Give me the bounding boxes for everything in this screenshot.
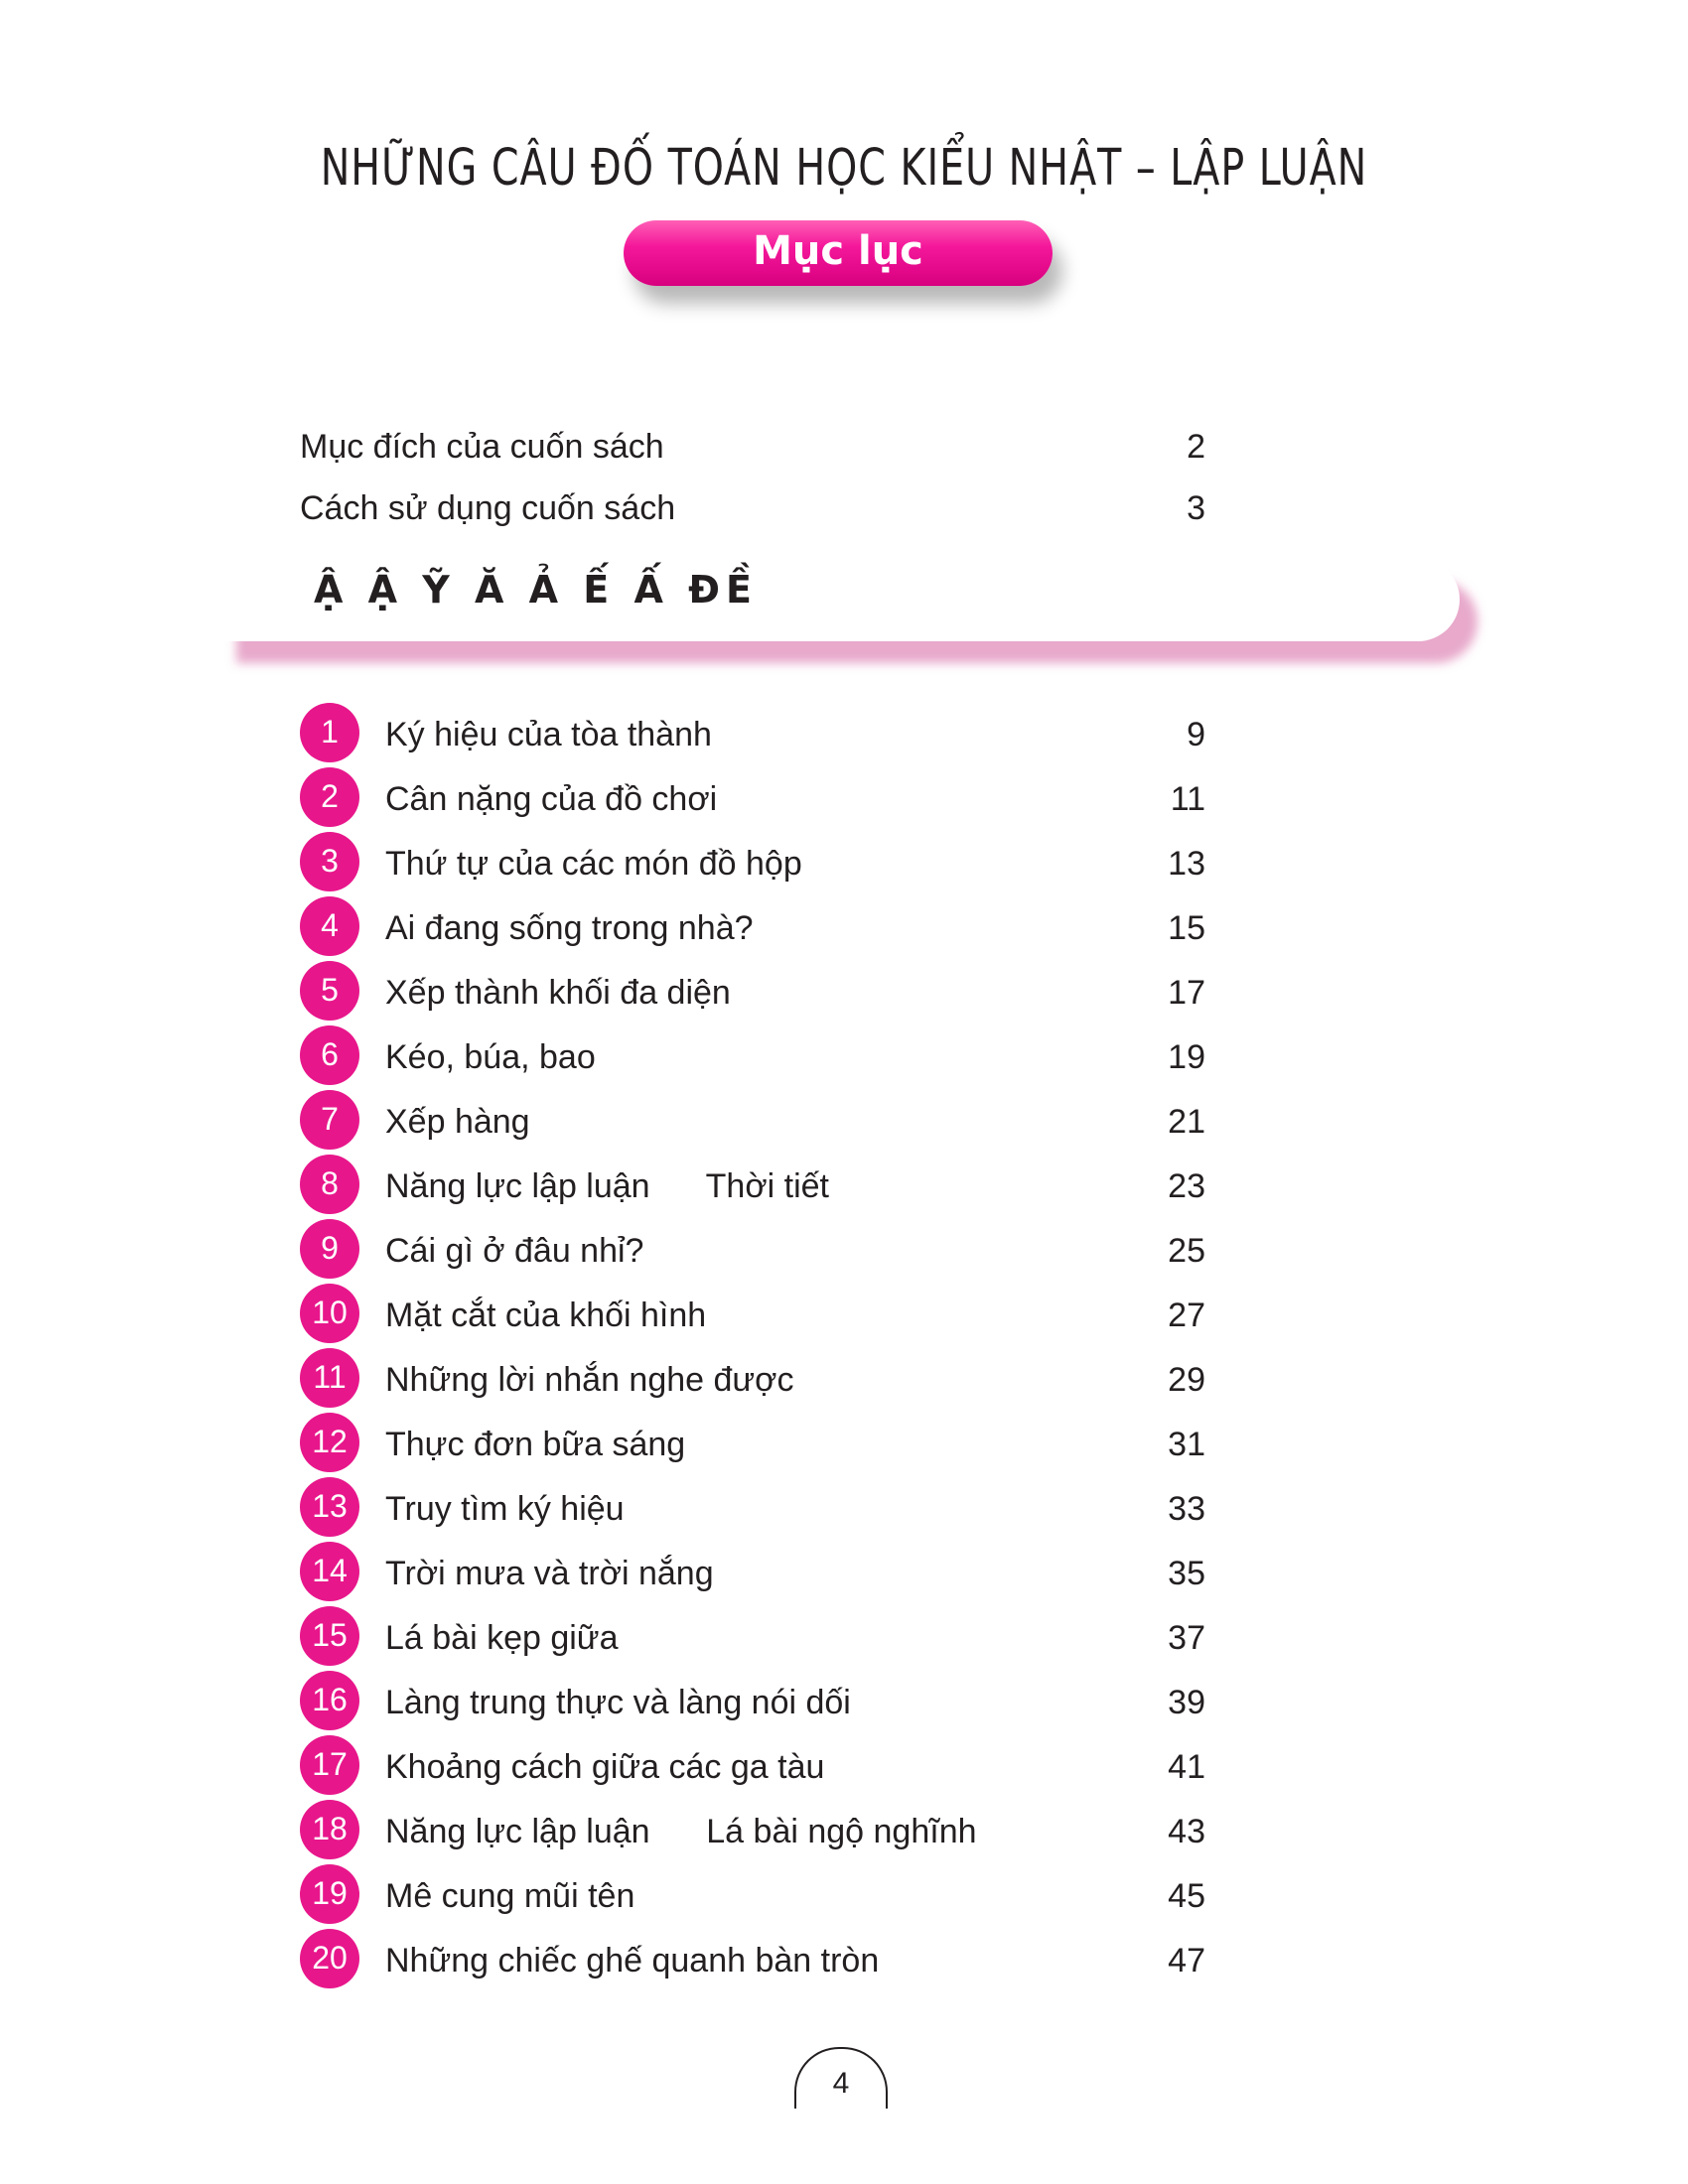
entry-title: Thứ tự của các món đồ hộp <box>385 845 802 883</box>
front-matter-page: 2 <box>1187 428 1205 466</box>
toc-entry[interactable] <box>300 1024 1205 1088</box>
entry-page: 29 <box>1168 1361 1205 1399</box>
toc-entry[interactable] <box>300 1862 1205 1927</box>
entry-title: Năng lực lập luận Thời tiết <box>385 1167 829 1205</box>
entry-title: Thực đơn bữa sáng <box>385 1426 686 1463</box>
front-matter-label: Cách sử dụng cuốn sách <box>300 489 676 527</box>
entry-title: Ký hiệu của tòa thành <box>385 716 712 753</box>
entry-number-badge: 17 <box>300 1735 359 1795</box>
entry-number-badge: 13 <box>300 1477 359 1537</box>
entry-number-badge: 10 <box>300 1284 359 1343</box>
entry-page: 39 <box>1168 1684 1205 1721</box>
entry-title: Cái gì ở đâu nhỉ? <box>385 1232 644 1270</box>
entry-title: Ai đang sống trong nhà? <box>385 909 754 947</box>
entry-number-badge: 15 <box>300 1606 359 1666</box>
entry-title: Truy tìm ký hiệu <box>385 1490 625 1528</box>
section-banner-label: Ậ Ậ Ỹ Ă Ả Ế Ấ ĐỀ <box>314 568 758 612</box>
toc-entry[interactable] <box>300 894 1205 959</box>
front-matter-item[interactable] <box>300 486 1205 530</box>
toc-entry[interactable] <box>300 1604 1205 1669</box>
toc-list <box>300 701 1205 1991</box>
entry-page: 35 <box>1168 1555 1205 1592</box>
entry-page: 37 <box>1168 1619 1205 1657</box>
entry-page: 47 <box>1168 1942 1205 1979</box>
entry-number-badge: 9 <box>300 1219 359 1279</box>
entry-number-badge: 8 <box>300 1155 359 1214</box>
toc-entry[interactable] <box>300 1346 1205 1411</box>
toc-entry[interactable] <box>300 1733 1205 1798</box>
entry-number-badge: 6 <box>300 1025 359 1085</box>
entry-page: 21 <box>1168 1103 1205 1141</box>
entry-number-badge: 2 <box>300 767 359 827</box>
entry-number-badge: 20 <box>300 1929 359 1988</box>
entry-title: Khoảng cách giữa các ga tàu <box>385 1748 825 1786</box>
toc-entry[interactable] <box>300 1282 1205 1346</box>
entry-page: 33 <box>1168 1490 1205 1528</box>
toc-entry[interactable] <box>300 701 1205 765</box>
entry-title: Xếp hàng <box>385 1103 530 1141</box>
entry-title: Những chiếc ghế quanh bàn tròn <box>385 1942 880 1979</box>
entry-title: Trời mưa và trời nắng <box>385 1555 714 1592</box>
entry-title: Cân nặng của đồ chơi <box>385 780 718 818</box>
entry-title: Những lời nhắn nghe được <box>385 1361 794 1399</box>
toc-entry[interactable] <box>300 765 1205 830</box>
entry-number-badge: 18 <box>300 1800 359 1859</box>
entry-title: Năng lực lập luận Lá bài ngộ nghĩnh <box>385 1813 977 1850</box>
entry-number-badge: 14 <box>300 1542 359 1601</box>
toc-entry[interactable] <box>300 1153 1205 1217</box>
toc-entry[interactable] <box>300 1475 1205 1540</box>
entry-page: 23 <box>1168 1167 1205 1205</box>
toc-entry[interactable] <box>300 1927 1205 1991</box>
book-title: NHỮNG CÂU ĐỐ TOÁN HỌC KIỂU NHẬT – LẬP LUẬN <box>320 139 1368 198</box>
entry-title: Xếp thành khối đa diện <box>385 974 731 1012</box>
toc-heading: Mục lục <box>624 220 1053 286</box>
entry-page: 31 <box>1168 1426 1205 1463</box>
toc-entry[interactable] <box>300 959 1205 1024</box>
page-number: 4 <box>794 2047 888 2109</box>
entry-page: 19 <box>1168 1038 1205 1076</box>
entry-page: 45 <box>1168 1877 1205 1915</box>
entry-number-badge: 3 <box>300 832 359 891</box>
toc-entry[interactable] <box>300 1411 1205 1475</box>
front-matter-item[interactable] <box>300 425 1205 469</box>
entry-number-badge: 7 <box>300 1090 359 1150</box>
entry-page: 15 <box>1168 909 1205 947</box>
section-banner <box>218 558 1460 641</box>
entry-number-badge: 12 <box>300 1413 359 1472</box>
entry-title: Kéo, búa, bao <box>385 1038 596 1076</box>
toc-entry[interactable] <box>300 830 1205 894</box>
entry-page: 9 <box>1187 716 1205 753</box>
entry-page: 25 <box>1168 1232 1205 1270</box>
toc-entry[interactable] <box>300 1217 1205 1282</box>
entry-page: 11 <box>1170 780 1205 818</box>
entry-page: 13 <box>1168 845 1205 883</box>
entry-number-badge: 11 <box>300 1348 359 1408</box>
front-matter-label: Mục đích của cuốn sách <box>300 428 664 466</box>
entry-number-badge: 4 <box>300 896 359 956</box>
entry-page: 43 <box>1168 1813 1205 1850</box>
entry-number-badge: 5 <box>300 961 359 1021</box>
entry-title: Mê cung mũi tên <box>385 1877 635 1915</box>
entry-title: Lá bài kẹp giữa <box>385 1619 619 1657</box>
entry-page: 27 <box>1168 1297 1205 1334</box>
entry-number-badge: 16 <box>300 1671 359 1730</box>
entry-page: 41 <box>1168 1748 1205 1786</box>
front-matter-page: 3 <box>1187 489 1205 527</box>
entry-title: Làng trung thực và làng nói dối <box>385 1684 851 1721</box>
entry-title: Mặt cắt của khối hình <box>385 1297 707 1334</box>
entry-number-badge: 1 <box>300 703 359 762</box>
toc-entry[interactable] <box>300 1540 1205 1604</box>
entry-number-badge: 19 <box>300 1864 359 1924</box>
toc-entry[interactable] <box>300 1088 1205 1153</box>
toc-entry[interactable] <box>300 1798 1205 1862</box>
toc-entry[interactable] <box>300 1669 1205 1733</box>
entry-page: 17 <box>1168 974 1205 1012</box>
